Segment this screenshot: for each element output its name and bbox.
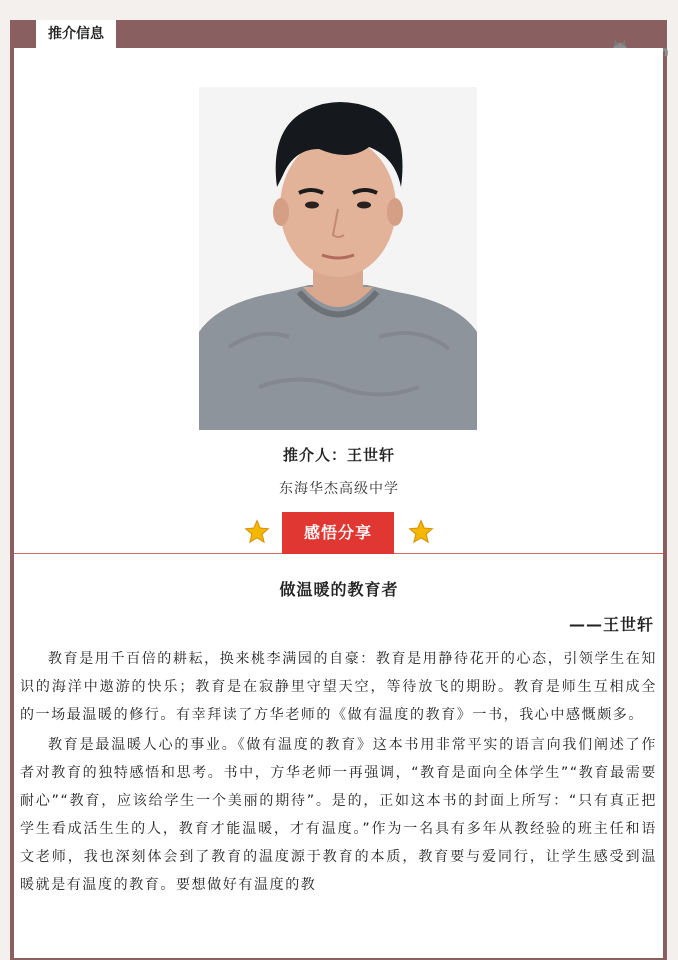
article-author: ——王世轩 <box>568 615 654 634</box>
school-name: 东海华杰高级中学 <box>279 481 399 497</box>
section-tab-recommendation-info: 推介信息 <box>36 20 116 48</box>
article-paragraph: 教育是最温暖人心的事业。《做有温度的教育》这本书用非常平实的语言向我们阐述了作者对教育的独特感悟和思考。书中，方华老师一再强调，“教育是面向全体学生”“教育最需要耐心”“教育，应该给学生一个美丽的期待”。是的，正如这本书的封面上所写：“只有真正把学生看成活生生的人，教育才能温暖，才有温度。”作为一名具有多年从教经验的班主任和语文老师，我也深刻体会到了教育的温度源于教育的本质，教育要与爱同行，让学生感受到温暖就是有温度的教育。要想做好有温度的教 <box>20 737 657 893</box>
article-paragraph: 教育是用千百倍的耕耘，换来桃李满园的自豪：教育是用静待花开的心态，引领学生在知识的海洋中遨游的快乐；教育是在寂静里守望天空，等待放飞的期盼。教育是师生互相成全的一场最温暖的修行。有幸拜读了方华老师的《做有温度的教育》一书，我心中感慨颇多。 <box>20 651 657 723</box>
recommender-photo <box>199 87 477 430</box>
recommender-name: 推介人：王世轩 <box>282 446 395 464</box>
star-icon <box>408 519 434 545</box>
article-title: 做温暖的教育者 <box>279 580 399 599</box>
section-header-insight-sharing: 感悟分享 <box>282 512 394 554</box>
star-icon <box>244 519 270 545</box>
article-body <box>20 645 657 901</box>
